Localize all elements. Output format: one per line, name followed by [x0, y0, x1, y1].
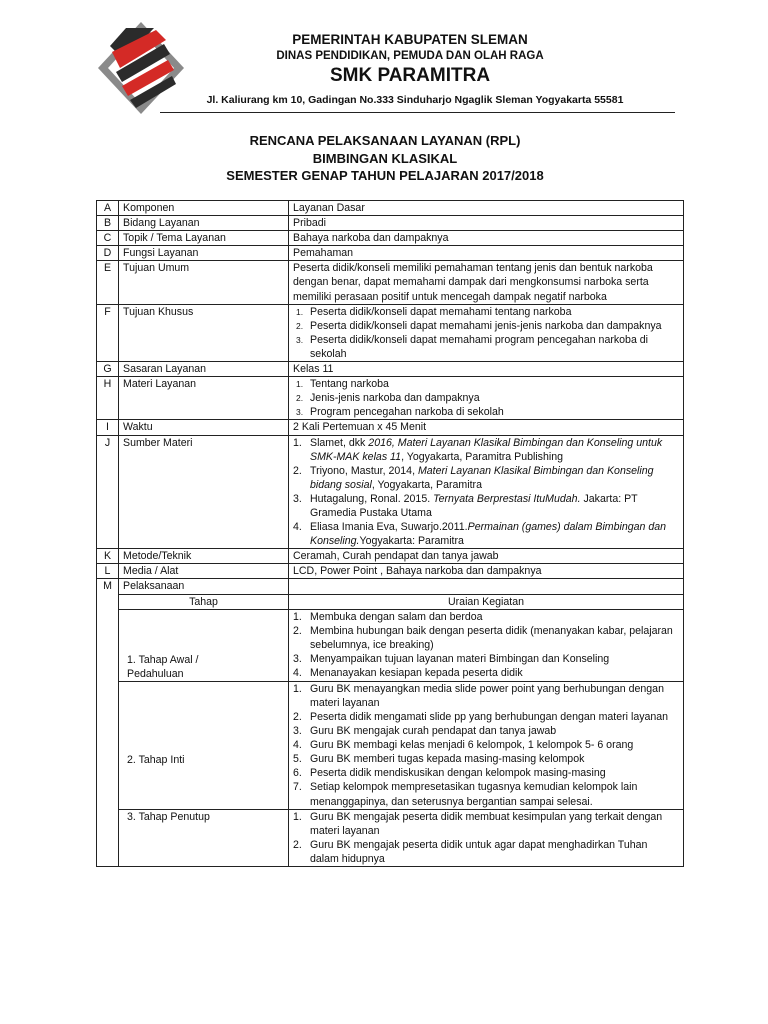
col-uraian: Uraian Kegiatan — [289, 594, 684, 609]
tahap-row — [97, 609, 684, 681]
source-author: Slamet, dkk — [310, 436, 369, 449]
source-item — [293, 492, 679, 520]
row-label: Pelaksanaan — [119, 579, 289, 594]
row-code: F — [97, 304, 119, 361]
list-item — [293, 377, 679, 391]
list-number: 1. — [296, 306, 304, 317]
list-number: 2. — [293, 838, 302, 851]
letterhead-line2: DINAS PENDIDIKAN, PEMUDA DAN OLAH RAGA — [276, 50, 544, 62]
table-row — [97, 261, 684, 304]
letterhead-line1: PEMERINTAH KABUPATEN SLEMAN — [292, 32, 528, 47]
list-item — [293, 752, 679, 766]
list-item — [293, 666, 679, 680]
source-item — [293, 436, 679, 464]
pelaksanaan-header — [97, 594, 684, 609]
table-row — [97, 362, 684, 377]
row-label: Topik / Tema Layanan — [119, 231, 289, 246]
table-row — [97, 201, 684, 216]
tahap-row — [97, 681, 684, 809]
row-label: Sumber Materi — [119, 435, 289, 549]
tahap-inti-items — [289, 681, 684, 809]
list-item — [293, 780, 679, 808]
source-title: Ternyata Berprestasi ItuMudah. — [433, 492, 581, 505]
row-label: Fungsi Layanan — [119, 246, 289, 261]
table-row — [97, 420, 684, 435]
list-text: Peserta didik mengamati slide pp yang berhubungan dengan materi layanan — [310, 711, 669, 723]
table-row — [97, 377, 684, 420]
row-code: G — [97, 362, 119, 377]
inti-list — [293, 682, 679, 809]
school-name: SMK PARAMITRA — [329, 65, 491, 86]
list-text: Peserta didik mendiskusikan dengan kelompok masing-masing — [310, 767, 606, 780]
table-row — [97, 549, 684, 564]
letterhead — [180, 31, 640, 89]
row-code: B — [97, 216, 119, 231]
row-label: Bidang Layanan — [119, 216, 289, 231]
row-value: Pemahaman — [289, 246, 684, 261]
list-number: 3. — [293, 725, 302, 738]
row-label: Sasaran Layanan — [119, 362, 289, 377]
list-text: Peserta didik/konseli dapat memahami tentang narkoba — [310, 305, 572, 318]
row-value: Pribadi — [289, 216, 684, 231]
row-value: Peserta didik/konseli memiliki pemahaman tentang jenis dan bentuk narkoba dengan benar, dapat memahami dampak dari mengkonsumsi narboka serta memiliki perasaan positif untuk mencegah dampak negatif narboka — [289, 261, 684, 304]
list-text: Menanayakan kesiapan kepada peserta didik — [310, 667, 523, 679]
list-text: Membina hubungan baik dengan peserta didik (menanyakan kabar, pelajaran sebelumnya, ice breaking) — [310, 624, 673, 651]
source-item — [293, 464, 679, 492]
row-label: Metode/Teknik — [119, 549, 289, 564]
tahap-awal-label: 1. Tahap Awal / Pedahuluan — [119, 609, 289, 681]
list-number: 5. — [293, 753, 302, 766]
list-number: 3. — [293, 652, 302, 665]
awal-list — [293, 610, 679, 680]
list-item — [293, 738, 679, 752]
source-author: Triyono, Mastur, 2014, — [310, 464, 418, 477]
source-publisher: Yogyakarta: Paramitra — [359, 535, 464, 548]
list-item — [293, 391, 679, 405]
source-publisher: , Yogyakarta, Paramitra Publishing — [401, 450, 564, 463]
list-number: 2. — [296, 320, 304, 331]
list-text: Guru BK mengajak curah pendapat dan tanya jawab — [310, 725, 557, 738]
source-publisher: , Yogyakarta, Paramitra — [371, 478, 482, 491]
list-number: 7. — [293, 781, 302, 794]
list-text: Peserta didik/konseli dapat memahami jenis-jenis narkoba dan dampaknya — [310, 319, 662, 332]
list-text: Tentang narkoba — [310, 378, 389, 391]
row-value — [289, 579, 684, 594]
list-number: 1. — [296, 379, 304, 390]
source-author: Hutagalung, Ronal. 2015. — [310, 492, 434, 505]
row-code: K — [97, 549, 119, 564]
title-line3: SEMESTER GENAP TAHUN PELAJARAN 2017/2018 — [226, 168, 544, 183]
list-text: Program pencegahan narkoba di sekolah — [310, 406, 504, 419]
row-code: J — [97, 435, 119, 549]
list-number: 2. — [293, 464, 302, 477]
list-item — [293, 710, 679, 724]
title-line2: BIMBINGAN KLASIKAL — [312, 150, 458, 166]
list-text: Guru BK mengajak peserta didik untuk agar dapat menghadirkan Tuhan dalam hidupnya — [310, 838, 648, 865]
list-text: Membuka dengan salam dan berdoa — [310, 610, 483, 623]
list-number: 2. — [293, 624, 302, 637]
list-text: Guru BK mengajak peserta didik membuat kesimpulan yang terkait dengan materi layanan — [310, 810, 663, 837]
list-item — [293, 333, 679, 361]
row-value: LCD, Power Point , Bahaya narkoba dan dampaknya — [289, 564, 684, 579]
row-label: Materi Layanan — [119, 377, 289, 420]
list-item — [293, 305, 679, 319]
table-row — [97, 435, 684, 549]
list-text: Peserta didik/konseli dapat memahami program pencegahan narkoba di sekolah — [310, 333, 649, 360]
list-item — [293, 610, 679, 624]
list-number: 2. — [293, 711, 302, 723]
table-row — [97, 579, 684, 594]
row-code: L — [97, 564, 119, 579]
rpl-table — [96, 200, 684, 867]
penutup-list — [293, 810, 679, 866]
list-item — [293, 405, 679, 419]
list-number: 3. — [293, 492, 302, 505]
header-divider — [160, 112, 675, 113]
row-code: A — [97, 201, 119, 216]
title-line1: RENCANA PELAKSANAAN LAYANAN (RPL) — [249, 133, 521, 148]
row-value — [289, 377, 684, 420]
source-title: Materi Layanan Klasikal Bimbingan dan Konseling bidang sosial — [310, 464, 654, 491]
row-value: Ceramah, Curah pendapat dan tanya jawab — [289, 549, 684, 564]
source-title: 2016, Materi Layanan Klasikal Bimbingan dan Konseling untuk SMK-MAK kelas 11 — [310, 436, 663, 463]
row-label: Tujuan Umum — [119, 261, 289, 304]
row-value: Bahaya narkoba dan dampaknya — [289, 231, 684, 246]
list-text: Guru BK membagi kelas menjadi 6 kelompok, 1 kelompok 5- 6 orang — [310, 739, 634, 752]
table-row — [97, 216, 684, 231]
source-publisher: Jakarta: PT Gramedia Pustaka Utama — [310, 492, 638, 519]
row-code: E — [97, 261, 119, 304]
row-code: D — [97, 246, 119, 261]
row-value: Layanan Dasar — [289, 201, 684, 216]
row-label: Media / Alat — [119, 564, 289, 579]
list-text: Guru BK menayangkan media slide power point yang berhubungan dengan materi layanan — [310, 682, 664, 709]
list-number: 6. — [293, 767, 302, 780]
list-number: 4. — [293, 739, 302, 752]
row-label: Komponen — [119, 201, 289, 216]
row-code: I — [97, 420, 119, 435]
tahap-awal-items — [289, 609, 684, 681]
row-code: C — [97, 231, 119, 246]
school-address: Jl. Kaliurang km 10, Gadingan No.333 Sinduharjo Ngaglik Sleman Yogyakarta 55581 — [206, 94, 624, 106]
list-number: 4. — [293, 667, 302, 679]
tahap-inti-label: 2. Tahap Inti — [119, 681, 289, 809]
col-tahap: Tahap — [119, 594, 289, 609]
row-code: M — [97, 579, 119, 867]
list-number: 1. — [293, 810, 302, 823]
tahap-penutup-label: 3. Tahap Penutup — [119, 809, 289, 866]
source-author: Eliasa Imania Eva, Suwarjo.2011. — [310, 521, 468, 534]
row-value: 2 Kali Pertemuan x 45 Menit — [289, 420, 684, 435]
row-value — [289, 304, 684, 361]
table-row — [97, 231, 684, 246]
list-item — [293, 652, 679, 666]
row-label: Tujuan Khusus — [119, 304, 289, 361]
list-text: Guru BK memberi tugas kepada masing-masing kelompok — [310, 753, 585, 766]
list-text: Menyampaikan tujuan layanan materi Bimbingan dan Konseling — [310, 652, 610, 665]
row-code: H — [97, 377, 119, 420]
document-title — [90, 132, 680, 185]
list-item — [293, 682, 679, 710]
table-row — [97, 246, 684, 261]
sumber-list — [293, 436, 679, 549]
list-text: Jenis-jenis narkoba dan dampaknya — [310, 392, 480, 405]
source-title: Permainan (games) dalam Bimbingan dan Konseling. — [310, 521, 667, 548]
table-row — [97, 304, 684, 361]
list-number: 2. — [296, 393, 304, 404]
materi-list — [293, 377, 679, 419]
tujuan-khusus-list — [293, 305, 679, 361]
list-item — [293, 724, 679, 738]
list-number: 3. — [296, 407, 304, 418]
list-text: Setiap kelompok mempresetasikan tugasnya kemudian kelompok lain menanggapinya, dan seterusnya bergantian sampai selesai. — [310, 781, 638, 808]
list-item — [293, 810, 679, 838]
list-item — [293, 624, 679, 652]
tahap-row — [97, 809, 684, 866]
tahap-penutup-items — [289, 809, 684, 866]
list-number: 1. — [293, 610, 302, 623]
list-number: 1. — [293, 682, 302, 695]
list-item — [293, 319, 679, 333]
list-item — [293, 838, 679, 866]
table-row — [97, 564, 684, 579]
list-number: 3. — [296, 334, 304, 345]
source-item — [293, 520, 679, 548]
row-value — [289, 435, 684, 549]
list-item — [293, 766, 679, 780]
list-number: 1. — [293, 436, 302, 449]
row-value: Kelas 11 — [289, 362, 684, 377]
row-label: Waktu — [119, 420, 289, 435]
list-number: 4. — [293, 521, 302, 534]
